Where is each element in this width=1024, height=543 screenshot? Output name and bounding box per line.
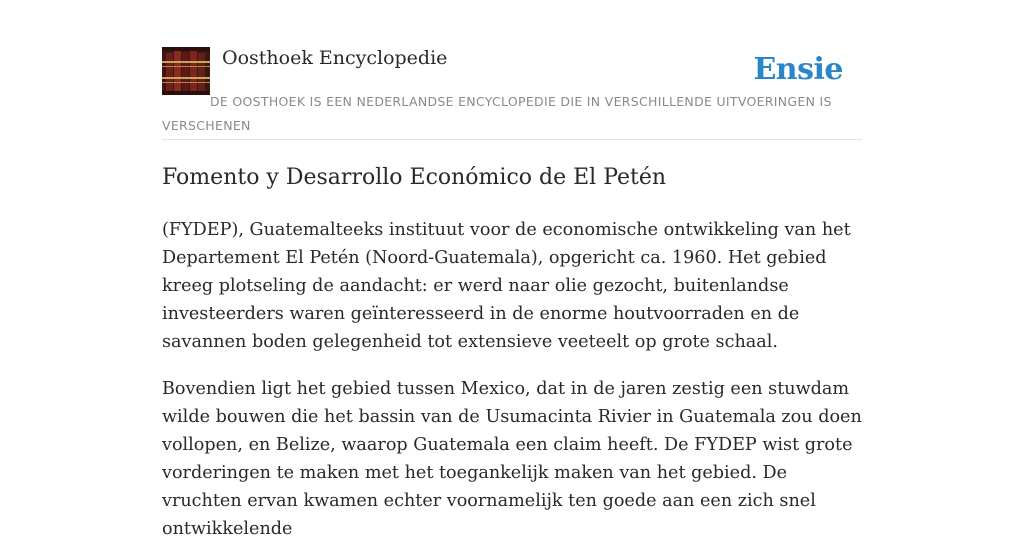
brand-logo-link[interactable]: Ensie	[753, 52, 843, 87]
article	[162, 162, 862, 543]
article-paragraph-2: Bovendien ligt het gebied tussen Mexico, dat in de jaren zestig een stuwdam wilde bouwen die het bassin van de Usumacinta Rivier in Guatemala zou doen vollopen, en Belize, waarop Guatemala een claim heeft. De FYDEP wist grote vorderingen te maken met het toegankelijk maken van het gebied. De vruchten ervan kwamen echter voornamelijk ten goede aan een zich snel ontwikkelende	[162, 379, 862, 539]
article-title: Fomento y Desarrollo Económico de El Petén	[162, 165, 667, 190]
article-paragraph-1: (FYDEP), Guatemalteeks instituut voor de economische ontwikkeling van het Departement El Petén (Noord-Guatemala), opgericht ca. 1960. Het gebied kreeg plotseling de aandacht: er werd naar olie gezocht, buitenlandse investeerders waren geïnteresseerd in de enorme houtvoorraden en de savannen boden gelegenheid tot extensieve veeteelt op grote schaal.	[162, 220, 851, 352]
site-header	[162, 46, 862, 140]
site-name-link[interactable]: Oosthoek Encyclopedie	[222, 47, 448, 69]
site-tagline: DE OOSTHOEK IS EEN NEDERLANDSE ENCYCLOPEDIE DIE IN VERSCHILLENDE UITVOERINGEN IS VERSCHENEN	[162, 94, 832, 133]
encyclopedia-books-icon[interactable]	[162, 47, 210, 95]
